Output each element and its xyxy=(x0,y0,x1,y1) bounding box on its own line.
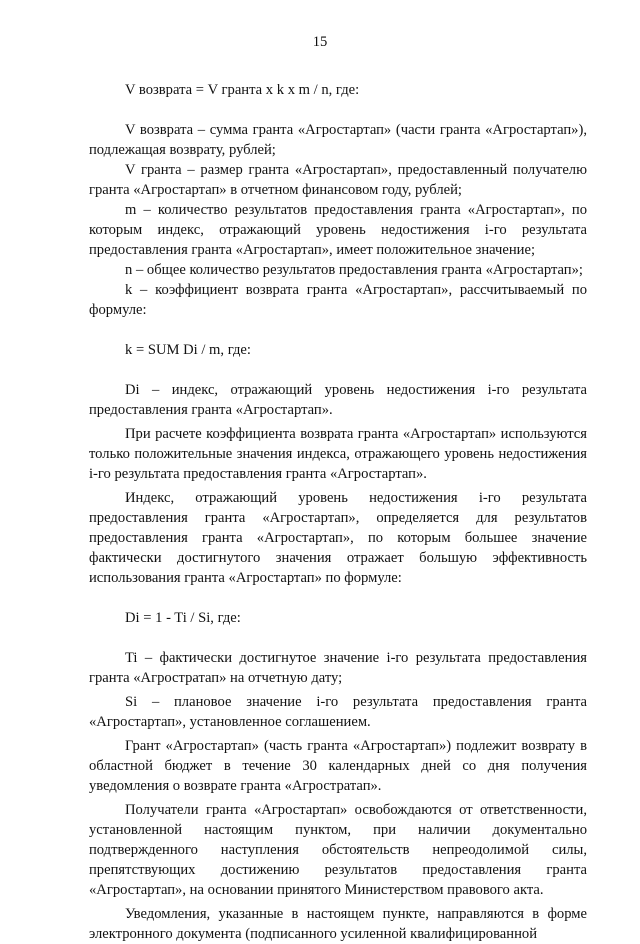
formula-di: Di = 1 - Ti / Si, где: xyxy=(125,610,241,626)
paragraph-return-deadline: Грант «Агростартап» (часть гранта «Агростартап») подлежит возврату в областной бюджет в течение 30 календарных дней со дня получения уведомления о возврате гранта «Агростратап». xyxy=(89,738,587,794)
paragraph-exemption: Получатели гранта «Агростартап» освобождаются от ответственности, установленной настоящим пунктом, при наличии документально подтвержденного наступления обстоятельств непреодолимой силы, препятствующих достижению результатов предоставления гранта «Агростартап», на основании принятого Министерством правового акта. xyxy=(89,802,587,898)
definition-v-grant: V гранта – размер гранта «Агростартап», предоставленный получателю гранта «Агростартап» в отчетном финансовом году, рублей; xyxy=(89,162,587,198)
document-body xyxy=(89,80,587,944)
definition-k: k – коэффициент возврата гранта «Агростартап», рассчитываемый по формуле: xyxy=(89,282,587,318)
paragraph-notification: Уведомления, указанные в настоящем пункте, направляются в форме электронного документа (подписанного усиленной квалифицированной xyxy=(89,906,587,942)
formula-k: k = SUM Di / m, где: xyxy=(125,342,251,358)
definition-m: m – количество результатов предоставления гранта «Агростартап», по которым индекс, отражающий уровень недостижения i-го результата предоставления гранта «Агростартап», имеет положительное значение; xyxy=(89,202,587,258)
definition-di: Di – индекс, отражающий уровень недостижения i-го результата предоставления гранта «Агростартап». xyxy=(89,382,587,418)
formula-v-return: V возврата = V гранта x k x m / n, где: xyxy=(125,82,360,98)
paragraph-index-definition: Индекс, отражающий уровень недостижения i-го результата предоставления гранта «Агростартап», определяется для результатов предоставления гранта «Агростартап», по которым большее значение фактически достигнутого значения отражает большую эффективность использования гранта «Агростартап» по формуле: xyxy=(89,490,587,586)
definition-si: Si – плановое значение i-го результата предоставления гранта «Агростартап», установленное соглашением. xyxy=(89,694,587,730)
definition-v-return: V возврата – сумма гранта «Агростартап» (части гранта «Агростартап»), подлежащая возврату, рублей; xyxy=(89,122,587,158)
definition-ti: Ti – фактически достигнутое значение i-го результата предоставления гранта «Агростратап» на отчетную дату; xyxy=(89,650,587,686)
page-number: 15 xyxy=(312,34,328,50)
paragraph-positive-values: При расчете коэффициента возврата гранта «Агростартап» используются только положительные значения индекса, отражающего уровень недостижения i-го результата предоставления гранта «Агростартап». xyxy=(89,426,587,482)
definition-n: n – общее количество результатов предоставления гранта «Агростартап»; xyxy=(125,262,583,278)
